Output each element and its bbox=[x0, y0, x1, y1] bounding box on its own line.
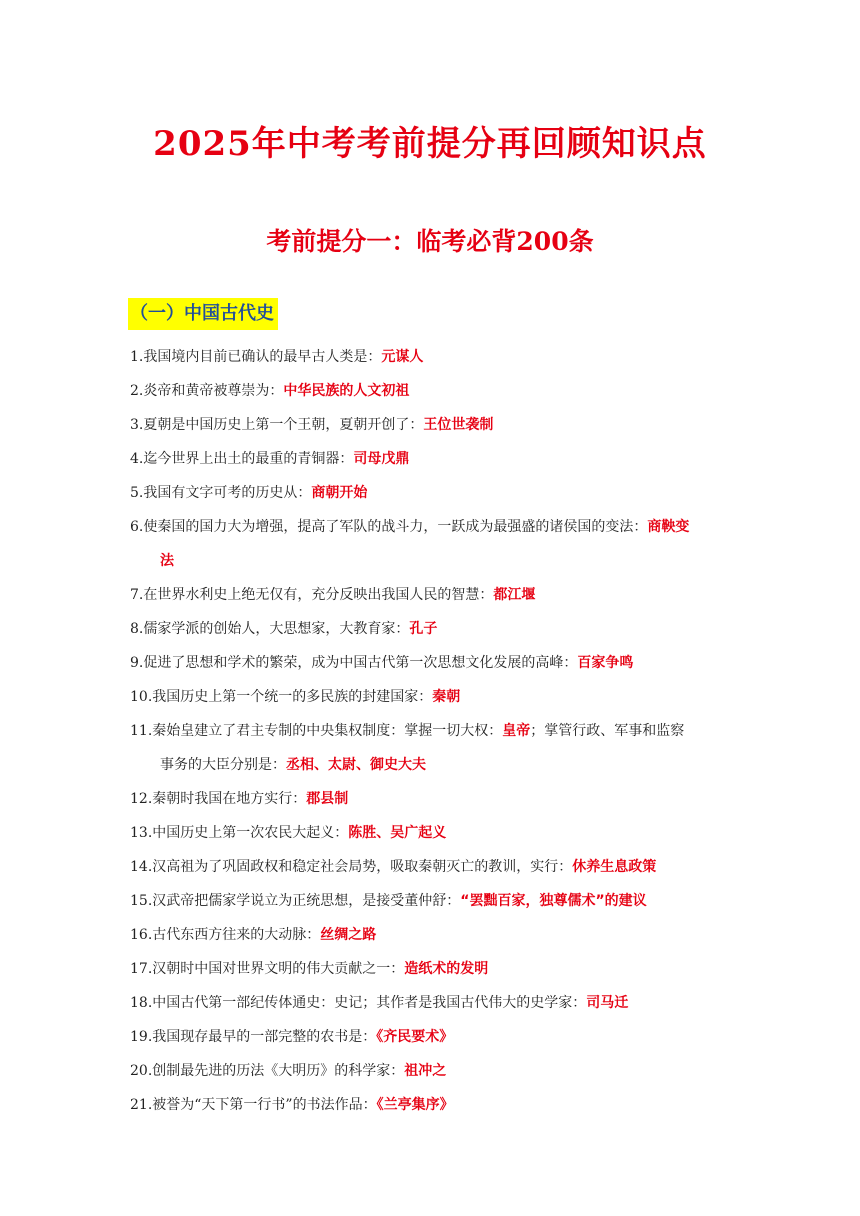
item-answer: “罢黜百家，独尊儒术”的建议 bbox=[460, 893, 647, 909]
item-number: 6. bbox=[130, 519, 144, 535]
list-item bbox=[130, 782, 740, 816]
item-question: 我国现存最早的一部完整的农书是： bbox=[152, 1029, 377, 1045]
item-answer-continuation: 法 bbox=[160, 553, 174, 569]
list-item bbox=[130, 578, 740, 612]
item-question: 我国历史上第一个统一的多民族的封建国家： bbox=[152, 689, 433, 705]
item-number: 21. bbox=[130, 1097, 153, 1113]
list-item bbox=[130, 714, 740, 782]
item-question: 汉朝时中国对世界文明的伟大贡献之一： bbox=[152, 961, 405, 977]
item-answer: 造纸术的发明 bbox=[404, 961, 489, 977]
item-number: 8. bbox=[130, 621, 144, 637]
list-item bbox=[130, 850, 740, 884]
item-answer: 商鞅变 bbox=[647, 519, 690, 535]
item-number: 18. bbox=[130, 995, 153, 1011]
item-question: 创制最先进的历法《大明历》的科学家： bbox=[152, 1063, 405, 1079]
item-question: 迄今世界上出土的最重的青铜器： bbox=[143, 451, 354, 467]
item-answer: 陈胜、吴广起义 bbox=[348, 825, 447, 841]
item-question: 促进了思想和学术的繁荣，成为中国古代第一次思想文化发展的高峰： bbox=[143, 655, 578, 671]
item-question: 秦始皇建立了君主专制的中央集权制度：掌握一切大权： bbox=[152, 723, 503, 739]
item-number: 13. bbox=[130, 825, 153, 841]
item-answer: 元谋人 bbox=[381, 349, 424, 365]
item-answer: 《兰亭集序》 bbox=[376, 1097, 454, 1113]
item-question: 汉武帝把儒家学说立为正统思想，是接受董仲舒： bbox=[152, 893, 461, 909]
item-question: 中国历史上第一次农民大起义： bbox=[152, 825, 349, 841]
item-question: 秦朝时我国在地方实行： bbox=[152, 791, 307, 807]
item-number: 1. bbox=[130, 349, 144, 365]
list-item bbox=[130, 612, 740, 646]
item-question: 汉高祖为了巩固政权和稳定社会局势，吸取秦朝灭亡的教训，实行： bbox=[152, 859, 573, 875]
item-question-part2: ；掌管行政、军事和监察 bbox=[530, 723, 685, 739]
section-subtitle: 考前提分一：临考必背200条 bbox=[266, 227, 594, 256]
item-continuation bbox=[130, 748, 740, 782]
item-answer-2: 丞相、太尉、御史大夫 bbox=[286, 757, 426, 773]
item-number: 3. bbox=[130, 417, 144, 433]
item-answer: 皇帝 bbox=[502, 723, 531, 739]
list-item bbox=[130, 952, 740, 986]
item-number: 10. bbox=[130, 689, 153, 705]
list-item bbox=[130, 918, 740, 952]
list-item bbox=[130, 1054, 740, 1088]
item-answer: 司马迁 bbox=[586, 995, 629, 1011]
item-question: 炎帝和黄帝被尊崇为： bbox=[143, 383, 284, 399]
item-number: 2. bbox=[130, 383, 144, 399]
page-title: 2025年中考考前提分再回顾知识点 bbox=[153, 124, 707, 164]
list-item bbox=[130, 986, 740, 1020]
list-item bbox=[130, 340, 740, 374]
item-answer: 中华民族的人文初祖 bbox=[283, 383, 410, 399]
item-number: 5. bbox=[130, 485, 144, 501]
item-number: 4. bbox=[130, 451, 144, 467]
item-question: 儒家学派的创始人，大思想家，大教育家： bbox=[143, 621, 410, 637]
item-answer: 王位世袭制 bbox=[423, 417, 494, 433]
list-item bbox=[130, 442, 740, 476]
item-question: 被誉为“天下第一行书”的书法作品： bbox=[152, 1097, 377, 1113]
knowledge-list bbox=[130, 340, 740, 1122]
list-item bbox=[130, 884, 740, 918]
item-number: 11. bbox=[130, 723, 153, 739]
item-question: 使秦国的国力大为增强，提高了军队的战斗力，一跃成为最强盛的诸侯国的变法： bbox=[143, 519, 648, 535]
item-answer: 都江堰 bbox=[493, 587, 536, 603]
item-question: 在世界水利史上绝无仅有，充分反映出我国人民的智慧： bbox=[143, 587, 494, 603]
item-answer: 商朝开始 bbox=[311, 485, 368, 501]
item-continuation-text: 事务的大臣分别是： bbox=[160, 757, 286, 773]
item-number: 16. bbox=[130, 927, 153, 943]
list-item bbox=[130, 680, 740, 714]
section-heading: （一）中国古代史 bbox=[128, 298, 278, 330]
item-number: 9. bbox=[130, 655, 144, 671]
item-number: 20. bbox=[130, 1063, 153, 1079]
item-answer: 秦朝 bbox=[432, 689, 461, 705]
list-item bbox=[130, 816, 740, 850]
list-item bbox=[130, 1020, 740, 1054]
item-number: 17. bbox=[130, 961, 153, 977]
list-item bbox=[130, 646, 740, 680]
item-number: 12. bbox=[130, 791, 153, 807]
item-number: 7. bbox=[130, 587, 144, 603]
item-question: 夏朝是中国历史上第一个王朝，夏朝开创了： bbox=[143, 417, 424, 433]
list-item bbox=[130, 510, 740, 578]
item-answer: 郡县制 bbox=[306, 791, 349, 807]
item-question: 我国有文字可考的历史从： bbox=[143, 485, 312, 501]
item-answer: 休养生息政策 bbox=[572, 859, 657, 875]
list-item bbox=[130, 408, 740, 442]
item-number: 14. bbox=[130, 859, 153, 875]
list-item bbox=[130, 374, 740, 408]
item-answer: 丝绸之路 bbox=[320, 927, 377, 943]
item-question: 中国古代第一部纪传体通史：史记；其作者是我国古代伟大的史学家： bbox=[152, 995, 587, 1011]
item-answer: 百家争鸣 bbox=[577, 655, 634, 671]
item-question: 古代东西方往来的大动脉： bbox=[152, 927, 321, 943]
item-answer: 司母戊鼎 bbox=[353, 451, 410, 467]
item-answer: 《齐民要术》 bbox=[376, 1029, 454, 1045]
list-item bbox=[130, 476, 740, 510]
item-number: 19. bbox=[130, 1029, 153, 1045]
item-number: 15. bbox=[130, 893, 153, 909]
list-item bbox=[130, 1088, 740, 1122]
item-question: 我国境内目前已确认的最早古人类是： bbox=[143, 349, 382, 365]
item-answer: 孔子 bbox=[409, 621, 438, 637]
item-answer: 祖冲之 bbox=[404, 1063, 447, 1079]
